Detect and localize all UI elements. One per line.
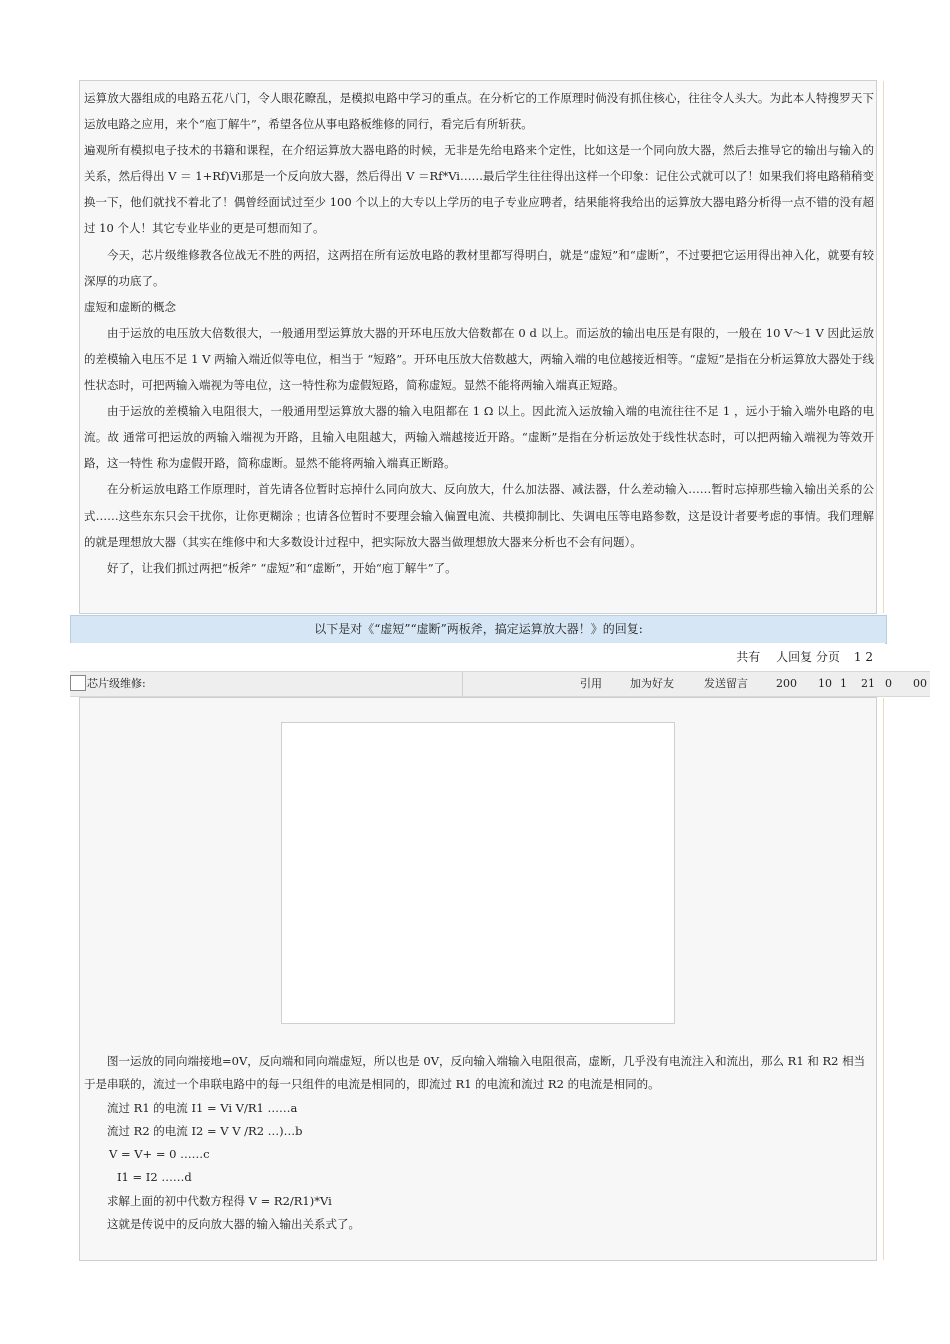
divider (883, 698, 884, 1260)
author-name[interactable]: 芯片级维修: (87, 677, 146, 690)
equation-line: I1 = I2 ……d (117, 1170, 192, 1185)
post-body (84, 85, 874, 581)
reply-paragraph: 这就是传说中的反向放大器的输入输出关系式了。 (107, 1217, 360, 1232)
equation-line: 流过 R2 的电流 I2 = V V /R2 …)…b (107, 1123, 303, 1138)
stat-value: 200 (776, 677, 797, 690)
pagination-info (736, 643, 873, 671)
section-heading: 虚短和虚断的概念 (84, 299, 176, 314)
post-paragraph: 今天，芯片级维修教各位战无不胜的两招，这两招在所有运放电路的教材里都写得明白，就是“虚短”和“虚断”，不过要把它运用得出神入化，就要有较深厚的功底了。 (84, 247, 874, 288)
stat-value: 0 (885, 677, 892, 690)
original-post (79, 80, 877, 614)
post-paragraph: 由于运放的差模输入电阻很大，一般通用型运算放大器的输入电阻都在 1 Ω 以上。因此流入运放输入端的电流往往不足 1 ，远小于输入端外电路的电流。故 通常可把运放的两输入端视为开路，且输入电阻越大，两输入端越接近开路。“虚断”是指在分析运放处于线性状态时，可以把两输入端视为等效开路，这一特性 称为虚假开路，简称虚断。显然不能将两输入端真正断路。 (84, 404, 874, 471)
page-links[interactable]: 1 2 (853, 650, 873, 664)
reply-body (84, 1050, 874, 1236)
divider (883, 81, 884, 613)
stat-value: 21 (861, 677, 875, 690)
post-paragraph: 由于运放的电压放大倍数很大，一般通用型运算放大器的开环电压放大倍数都在 0 d 以上。而运放的输出电压是有限的，一般在 10 V～1 V 因此运放的差模输入电压不足 1 V 两输入端近似等电位，相当于 “短路”。开环电压放大倍数越大，两输入端的电位越接近相等。“虚短”是指在分析运算放大器处于线性状态时，可把两输入端视为等电位，这一特性称为虚假短路，简称虚短。显然不能将两输入端真正短路。 (84, 325, 874, 393)
send-message-link[interactable]: 发送留言 (704, 677, 748, 690)
post-paragraph: 在分析运放电路工作原理时，首先请各位暂时忘掉什么同向放大、反向放大，什么加法器、减法器，什么差动输入……暂时忘掉那些输入输出关系的公式……这些东东只会干扰你，让你更糊涂﹔也请各位暂时不要理会输入偏置电流、共模抑制比、失调电压等电路参数，这是设计者要考虑的事情。我们理解的就是理想放大器（其实在维修中和大多数设计过程中，把实际放大器当做理想放大器来分析也不会有问题）。 (84, 482, 874, 549)
add-friend-link[interactable]: 加为好友 (630, 677, 674, 690)
post-paragraph: 好了，让我们抓过两把“板斧” “虚短”和“虚断”，开始“庖丁解牛”了。 (107, 560, 457, 575)
equation-line: V = V+ = 0 ……c (109, 1147, 210, 1162)
select-checkbox[interactable] (70, 675, 86, 691)
reply-count-text: 共有 人回复 分页 (736, 650, 840, 664)
equation-line: 求解上面的初中代数方程得 V = R2/R1)*Vi (107, 1193, 332, 1208)
reply-author-bar (70, 671, 930, 697)
post-paragraph: 遍观所有模拟电子技术的书籍和课程，在介绍运算放大器电路的时候，无非是先给电路来个定性，比如这是一个同向放大器，然后去推导它的输出与输入的关系，然后得出 V ＝ 1+Rf)Vi那是一个反向放大器，然后得出 V ＝Rf*Vi……最后学生往往得出这样一个印象：记住公式就可以了！如果我们将电路稍稍变换一下，他们就找不着北了！偶曾经面试过至少 100 个以上的大专以上学历的电子专业应聘者，结果能将我给出的运算放大器电路分析得一点不错的没有超过 10 个人！其它专业毕业的更是可想而知了。 (84, 143, 874, 236)
stat-value: 10 (818, 677, 832, 690)
circuit-figure-image (281, 722, 675, 1024)
reply-post (79, 697, 877, 1261)
stat-value: 00 (913, 677, 927, 690)
stat-value: 1 (840, 677, 847, 690)
reply-header: 以下是对《“虚短”“虚断”两板斧，搞定运算放大器！》的回复: (70, 615, 887, 644)
divider (462, 672, 463, 696)
quote-link[interactable]: 引用 (580, 677, 602, 690)
post-paragraph: 运算放大器组成的电路五花八门，令人眼花瞭乱，是模拟电路中学习的重点。在分析它的工作原理时倘没有抓住核心，往往令人头大。为此本人特搜罗天下运放电路之应用，来个“庖丁解牛”，希望各位从事电路板维修的同行，看完后有所斩获。 (84, 91, 874, 132)
equation-line: 流过 R1 的电流 I1 = Vi V/R1 ……a (107, 1100, 298, 1115)
reply-paragraph: 图一运放的同向端接地=0V，反向端和同向端虚短，所以也是 0V，反向输入端输入电阻很高，虚断，几乎没有电流注入和流出，那么 R1 和 R2 相当于是串联的，流过一个串联电路中的每一只组件的电流是相同的，即流过 R1 的电流和流过 R2 的电流是相同的。 (84, 1054, 866, 1092)
pagination-bar (70, 643, 885, 672)
